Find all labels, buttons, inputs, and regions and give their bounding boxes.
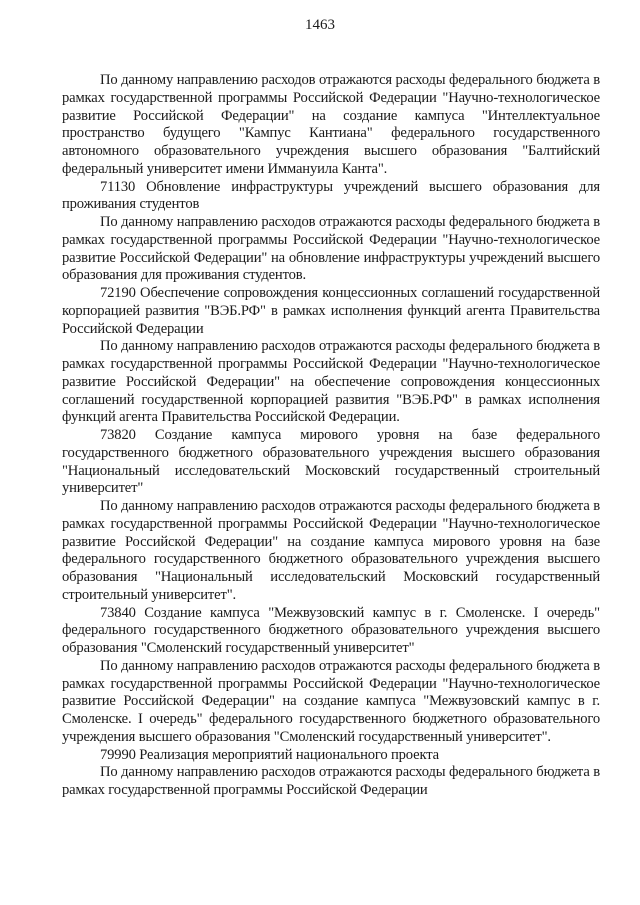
heading-71130: 71130 Обновление инфраструктуры учреждений высшего образования для проживания студентов — [62, 178, 600, 213]
heading-73820: 73820 Создание кампуса мирового уровня на базе федерального государственного бюджетного образовательного учреждения высшего образования "Национальный исследовательский Московский государственный строительный университет" — [62, 427, 600, 497]
heading-72190: 72190 Обеспечение сопровождения концессионных соглашений государственной корпорацией развития "ВЭБ.РФ" в рамках исполнения функций агента Правительства Российской Федерации — [62, 285, 600, 337]
paragraph-73840-description: По данному направлению расходов отражаются расходы федерального бюджета в рамках государственной программы Российской Федерации "Научно-технологическое развитие Российской Федерации" на создание кампуса "Межвузовский кампус в г. Смоленске. I очередь" федерального государственного бюджетного образовательного учреждения высшего образования "Смоленский государственный университет". — [62, 657, 600, 745]
heading-73840: 73840 Создание кампуса "Межвузовский кампус в г. Смоленске. I очередь" федерального государственного бюджетного образовательного учреждения высшего образования "Смоленский государственный университет" — [62, 604, 600, 656]
paragraph-71130-description: По данному направлению расходов отражаются расходы федерального бюджета в рамках государственной программы Российской Федерации "Научно-технологическое развитие Российской Федерации" на обновление инфраструктуры учреждений высшего образования для проживания студентов. — [62, 214, 600, 284]
heading-79990: 79990 Реализация мероприятий национального проекта — [100, 746, 439, 763]
page-number: 1463 — [305, 17, 335, 33]
paragraph-72190-description: По данному направлению расходов отражаются расходы федерального бюджета в рамках государственной программы Российской Федерации "Научно-технологическое развитие Российской Федерации" на обеспечение сопровождения концессионных соглашений государственной корпорацией развития "ВЭБ.РФ" в рамках исполнения функций агента Правительства Российской Федерации. — [62, 338, 600, 426]
paragraph-campus-kantiana-description: По данному направлению расходов отражаются расходы федерального бюджета в рамках государственной программы Российской Федерации "Научно-технологическое развитие Российской Федерации" на создание кампуса "Интеллектуальное пространство будущего "Кампус Кантиана" федерального государственного автономного образовательного учреждения высшего образования "Балтийский федеральный университет имени Иммануила Канта". — [62, 72, 600, 177]
paragraph-79990-description: По данному направлению расходов отражаются расходы федерального бюджета в рамках государственной программы Российской Федерации — [62, 764, 600, 798]
paragraph-73820-description: По данному направлению расходов отражаются расходы федерального бюджета в рамках государственной программы Российской Федерации "Научно-технологическое развитие Российской Федерации" на создание кампуса мирового уровня на базе федерального государственного бюджетного образовательного учреждения высшего образования "Национальный исследовательский Московский государственный строительный университет". — [62, 498, 600, 603]
document-body — [62, 72, 600, 800]
